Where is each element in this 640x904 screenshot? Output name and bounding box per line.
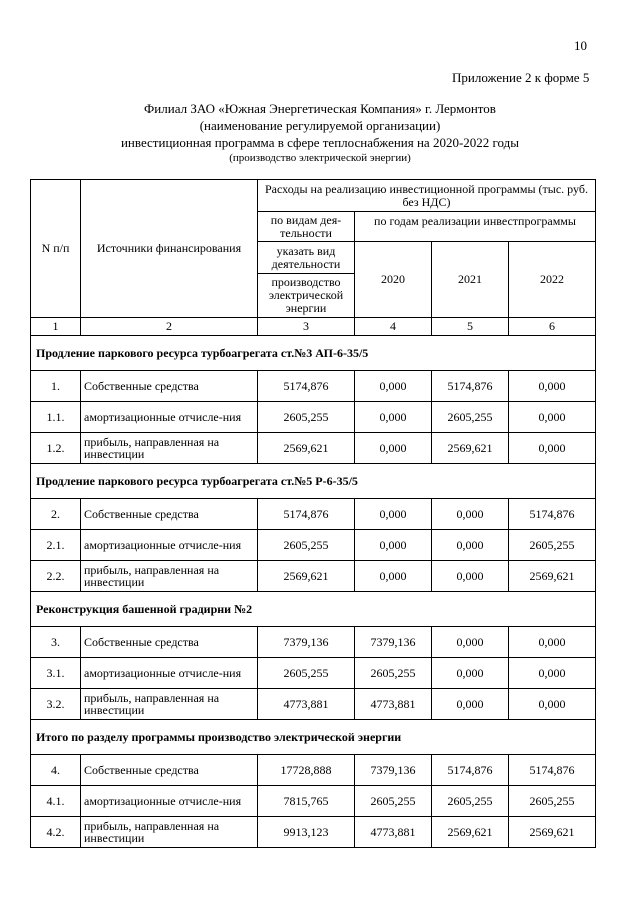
header-expenses: Расходы на реализацию инвестиционной программы (тыс. руб. без НДС)	[258, 180, 596, 212]
row-2020: 0,000	[355, 371, 432, 402]
program-subtitle: (производство электрической энергии)	[229, 152, 411, 164]
table-row	[31, 627, 596, 658]
row-total: 7379,136	[258, 627, 355, 658]
row-total: 5174,876	[258, 499, 355, 530]
row-2021: 2569,621	[432, 817, 509, 848]
row-source: Собственные средства	[81, 371, 258, 402]
row-total: 7815,765	[258, 786, 355, 817]
row-total: 2605,255	[258, 530, 355, 561]
row-total: 5174,876	[258, 371, 355, 402]
row-2021: 0,000	[432, 658, 509, 689]
col-index: 6	[509, 318, 596, 336]
row-number: 1.	[31, 371, 81, 402]
row-2021: 0,000	[432, 627, 509, 658]
row-2022: 2569,621	[509, 561, 596, 592]
header-year-2020: 2020	[355, 242, 432, 318]
row-2022: 5174,876	[509, 755, 596, 786]
row-2020: 0,000	[355, 561, 432, 592]
page-number: 10	[574, 38, 587, 53]
row-number: 4.	[31, 755, 81, 786]
row-2020: 2605,255	[355, 658, 432, 689]
section-row	[31, 592, 596, 627]
table-row	[31, 689, 596, 720]
header-num: N п/п	[31, 180, 81, 318]
table-row	[31, 402, 596, 433]
row-source: амортизационные отчисле-ния	[81, 658, 258, 689]
row-number: 4.1.	[31, 786, 81, 817]
row-number: 2.1.	[31, 530, 81, 561]
row-2020: 7379,136	[355, 755, 432, 786]
row-source: Собственные средства	[81, 499, 258, 530]
row-2021: 5174,876	[432, 371, 509, 402]
row-2021: 2569,621	[432, 433, 509, 464]
row-source: амортизационные отчисле-ния	[81, 530, 258, 561]
row-number: 1.2.	[31, 433, 81, 464]
row-2022: 5174,876	[509, 499, 596, 530]
row-2022: 0,000	[509, 402, 596, 433]
row-2020: 2605,255	[355, 786, 432, 817]
table-row	[31, 433, 596, 464]
row-2022: 0,000	[509, 371, 596, 402]
row-source: прибыль, направленная на инвестиции	[81, 433, 258, 464]
section-row	[31, 464, 596, 499]
row-number: 2.2.	[31, 561, 81, 592]
header-year-2021: 2021	[432, 242, 509, 318]
table-row	[31, 755, 596, 786]
table-row	[31, 371, 596, 402]
table-row	[31, 658, 596, 689]
row-number: 1.1.	[31, 402, 81, 433]
row-2022: 0,000	[509, 689, 596, 720]
row-2020: 7379,136	[355, 627, 432, 658]
row-2021: 0,000	[432, 499, 509, 530]
organization-caption: (наименование регулируемой организации)	[199, 118, 441, 133]
col-index: 1	[31, 318, 81, 336]
row-2021: 0,000	[432, 689, 509, 720]
row-number: 3.	[31, 627, 81, 658]
row-number: 2.	[31, 499, 81, 530]
row-source: прибыль, направленная на инвестиции	[81, 689, 258, 720]
row-2020: 0,000	[355, 499, 432, 530]
table-row	[31, 499, 596, 530]
row-total: 4773,881	[258, 689, 355, 720]
row-source: Собственные средства	[81, 627, 258, 658]
row-2020: 4773,881	[355, 689, 432, 720]
row-number: 3.1.	[31, 658, 81, 689]
section-title: Продление паркового ресурса турбоагрегата ст.№3 АП-6-35/5	[31, 336, 596, 371]
row-2020: 0,000	[355, 402, 432, 433]
row-2022: 2605,255	[509, 786, 596, 817]
header-year-2022: 2022	[509, 242, 596, 318]
row-total: 2605,255	[258, 658, 355, 689]
row-2022: 2569,621	[509, 817, 596, 848]
header-activity-value: производство электрической энергии	[258, 274, 355, 318]
table-row	[31, 817, 596, 848]
header-activity-hint: указать вид деятельности	[258, 242, 355, 274]
header-by-activity: по видам дея-тельности	[258, 212, 355, 242]
row-2021: 5174,876	[432, 755, 509, 786]
section-title: Продление паркового ресурса турбоагрегата ст.№5 Р-6-35/5	[31, 464, 596, 499]
row-2022: 0,000	[509, 658, 596, 689]
row-2022: 0,000	[509, 433, 596, 464]
col-index: 4	[355, 318, 432, 336]
organization-name: Филиал ЗАО «Южная Энергетическая Компания» г. Лермонтов	[144, 101, 496, 116]
row-2021: 0,000	[432, 561, 509, 592]
row-number: 4.2.	[31, 817, 81, 848]
row-total: 17728,888	[258, 755, 355, 786]
row-source: амортизационные отчисле-ния	[81, 402, 258, 433]
row-2020: 4773,881	[355, 817, 432, 848]
row-total: 2569,621	[258, 433, 355, 464]
row-2020: 0,000	[355, 433, 432, 464]
row-2020: 0,000	[355, 530, 432, 561]
table-row	[31, 786, 596, 817]
row-source: прибыль, направленная на инвестиции	[81, 817, 258, 848]
row-2021: 2605,255	[432, 786, 509, 817]
row-total: 2569,621	[258, 561, 355, 592]
appendix-label: Приложение 2 к форме 5	[452, 70, 590, 85]
row-2021: 2605,255	[432, 402, 509, 433]
table-row	[31, 530, 596, 561]
row-total: 9913,123	[258, 817, 355, 848]
table-row	[31, 561, 596, 592]
row-source: амортизационные отчисле-ния	[81, 786, 258, 817]
section-row	[31, 336, 596, 371]
header-by-years: по годам реализации инвестпрограммы	[355, 212, 596, 242]
row-total: 2605,255	[258, 402, 355, 433]
row-source: Собственные средства	[81, 755, 258, 786]
row-number: 3.2.	[31, 689, 81, 720]
section-title: Реконструкция башенной градирни №2	[31, 592, 596, 627]
section-row	[31, 720, 596, 755]
row-source: прибыль, направленная на инвестиции	[81, 561, 258, 592]
col-index: 3	[258, 318, 355, 336]
header-source: Источники финансирования	[81, 180, 258, 318]
col-index: 5	[432, 318, 509, 336]
row-2021: 0,000	[432, 530, 509, 561]
row-2022: 2605,255	[509, 530, 596, 561]
program-title: инвестиционная программа в сфере теплоснабжения на 2020-2022 годы	[120, 135, 520, 150]
row-2022: 0,000	[509, 627, 596, 658]
section-title: Итого по разделу программы производство электрической энергии	[31, 720, 596, 755]
col-index: 2	[81, 318, 258, 336]
investment-table	[30, 179, 596, 848]
